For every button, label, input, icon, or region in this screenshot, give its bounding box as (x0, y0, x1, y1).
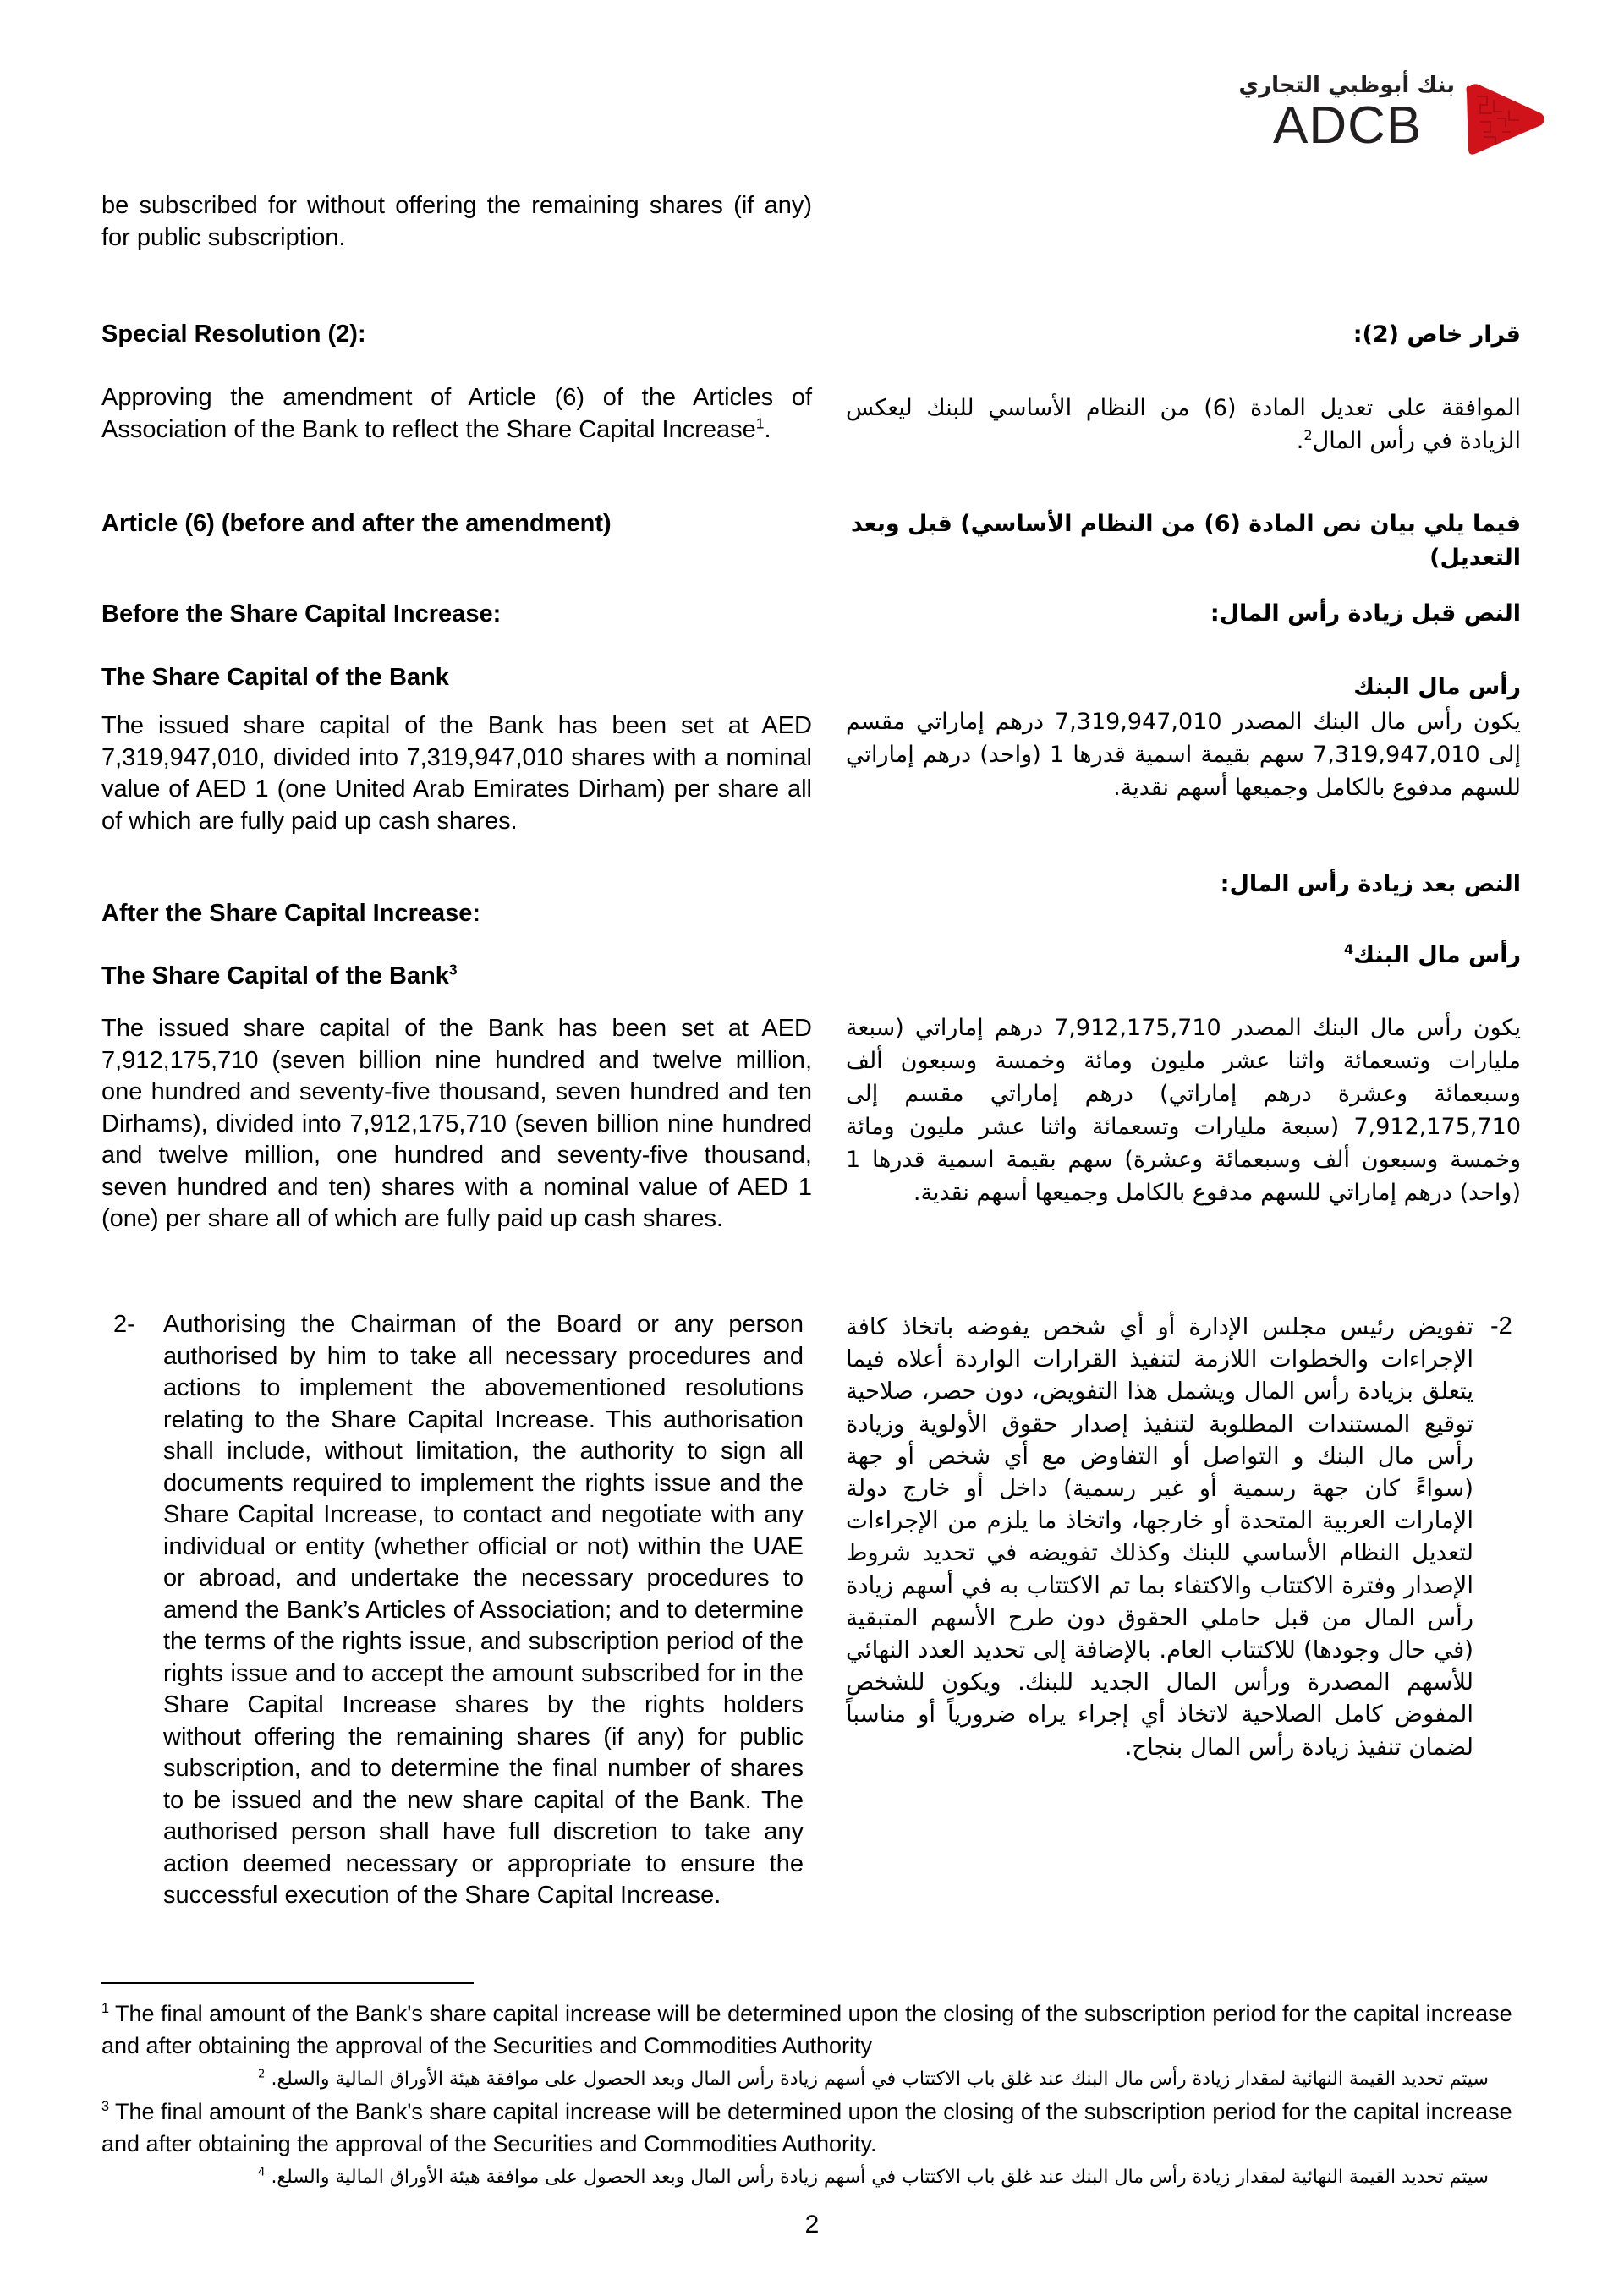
after-subheading-en: The Share Capital of the Bank$^3$ (102, 961, 458, 989)
list-number-ar: -2 (1490, 1312, 1512, 1340)
adcb-logo (1238, 73, 1548, 157)
footnote-3: $^3$ The final amount of the Bank's share capital increase will be determined upon the closing of the subscription period for the capital increase and after obtaining the approval of the Securities and Commodities Authority. (102, 2099, 1512, 2156)
approval-paragraph-en: Approving the amendment of Article (6) of the Articles of Association of the Bank to reflect the Share Capital Increase$^1$. (102, 384, 812, 443)
footnote-4: سيتم تحديد القيمة النهائية لمقدار زيادة رأس مال البنك عند غلق باب الاكتتاب في أسهم زيادة رأس المال وبعد الحصول على موافقة هيئة الأوراق المالية والسلع. $^4$ (258, 2166, 1489, 2188)
special-resolution-title-en: Special Resolution (2): (102, 321, 366, 348)
continuation-paragraph: be subscribed for without offering the remaining shares (if any) for public subscription. (102, 192, 812, 251)
before-text-en: The issued share capital of the Bank has been set at AED 7,319,947,010, divided into 7,319,947,010 shares with a nominal value of AED 1 (one United Arab Emirates Dirham) per share all of which are fully paid up cash shares. (102, 712, 812, 835)
footnote-separator (102, 1982, 474, 1984)
list-number-en: 2- (113, 1311, 135, 1338)
article-6-heading-en: Article (6) (before and after the amendment) (102, 510, 612, 537)
footnote-ref-1[interactable]: 1 (755, 414, 765, 431)
special-resolution-title-ar: قرار خاص (2): (1352, 321, 1521, 348)
logo-arabic-text: بنك أبوظبي التجاري (1238, 73, 1455, 98)
before-heading-ar: النص قبل زيادة رأس المال: (1210, 600, 1521, 627)
footnote-2: سيتم تحديد القيمة النهائية لمقدار زيادة رأس مال البنك عند غلق باب الاكتتاب في أسهم زيادة رأس المال وبعد الحصول على موافقة هيئة الأوراق المالية والسلع. $^2$ (258, 2068, 1489, 2090)
adcb-play-mark-icon (1463, 81, 1548, 157)
after-subheading-ar: رأس مال البنك$^4$ (1344, 941, 1521, 968)
footnote-ref-2[interactable]: 2 (1303, 427, 1313, 443)
after-heading-ar: النص بعد زيادة رأس المال: (1220, 871, 1521, 897)
footnote-ref-3[interactable]: 3 (448, 961, 458, 978)
after-text-en: The issued share capital of the Bank has been set at AED 7,912,175,710 (seven billion nine hundred and twelve million, one hundred and seventy-five thousand, seven hundred and ten Dirhams), divided into 7,912,175,710 (seven billion nine hundred and twelve million, one hundred and seventy-five thousand, seven hundred and ten) shares with a nominal value of AED 1 (one) per share all of which are fully paid up cash shares. (102, 1015, 812, 1232)
before-heading-en: Before the Share Capital Increase: (102, 600, 502, 627)
logo-english-text: ADCB (1273, 96, 1423, 155)
page-number: 2 (804, 2211, 820, 2238)
footnote-1: $^1$ The final amount of the Bank's share capital increase will be determined upon the closing of the subscription period for the capital increase and after obtaining the approval of the Securities and Commodities Authority (102, 2001, 1512, 2058)
after-text-ar: يكون رأس مال البنك المصدر 7,912,175,710 درهم إماراتي (سبعة مليارات وتسعمائة واثنا عشر مليون ومائة وخمسة وسبعون ألف وسبعمائة وعشرة درهم إماراتي) درهم إماراتي مقسم إلى 7,912,175,710 (سبعة مليارات وتسعمائة واثنا عشر مليون ومائة وخمسة وسبعون ألف وسبعمائة وعشرة) سهم بقيمة اسمية قدرها 1 (واحد) درهم إماراتي للسهم مدفوع بالكامل وجميعها أسهم نقدية. (846, 1015, 1521, 1206)
after-heading-en: After the Share Capital Increase: (102, 900, 481, 927)
article-6-heading-ar: فيما يلي بيان نص المادة (6) من النظام الأساسي) قبل وبعد التعديل) (850, 511, 1521, 571)
approval-paragraph-ar: الموافقة على تعديل المادة (6) من النظام الأساسي للبنك ليعكس الزيادة في رأس المال$^2$. (846, 395, 1521, 454)
footnote-ref-4[interactable]: 4 (1344, 941, 1354, 957)
authorisation-paragraph-en: Authorising the Chairman of the Board or any person authorised by him to take all necessary procedures and actions to implement the abovementioned resolutions relating to the Share Capital Increase. This authorisation shall include, without limitation, the authority to sign all documents required to implement the rights issue and the Share Capital Increase, to contact and negotiate with any individual or entity (whether official or not) within the UAE or abroad, and undertake the necessary procedures to amend the Bank’s Articles of Association; and to determine the terms of the rights issue, and subscription period of the rights issue and to accept the amount subscribed for in the Share Capital Increase shares by the rights holders without offering the remaining shares (if any) for public subscription, and to determine the final number of shares to be issued and the new share capital of the Bank. The authorised person shall have full discretion to take any action deemed necessary or appropriate to ensure the successful execution of the Share Capital Increase. (163, 1311, 804, 1909)
before-subheading-en: The Share Capital of the Bank (102, 664, 449, 691)
authorisation-paragraph-ar: تفويض رئيس مجلس الإدارة أو أي شخص يفوضه باتخاذ كافة الإجراءات والخطوات اللازمة لتنفيذ القرارات الواردة أعلاه فيما يتعلق بزيادة رأس المال ويشمل هذا التفويض، دون حصر، صلاحية توقيع المستندات المطلوبة لتنفيذ إصدار حقوق الأولوية وزيادة رأس مال البنك و التواصل أو التفاوض مع أي شخص أو جهة (سواءً كان جهة رسمية أو غير رسمية) داخل أو خارج دولة الإمارات العربية المتحدة أو خارجها، واتخاذ ما يلزم من الإجراءات لتعديل النظام الأساسي للبنك وكذلك تفويضه في تحديد شروط الإصدار وفترة الاكتتاب والاكتفاء بما تم الاكتتاب به في أسهم زيادة رأس المال من قبل حاملي الحقوق دون طرح الأسهم المتبقية (في حال وجودها) للاكتتاب العام. بالإضافة إلى تحديد العدد النهائي للأسهم المصدرة ورأس المال الجديد للبنك. ويكون للشخص المفوض كامل الصلاحية لاتخاذ أي إجراء يراه ضرورياً أو مناسباً لضمان تنفيذ زيادة رأس المال بنجاح. (846, 1313, 1473, 1761)
before-text-ar: يكون رأس مال البنك المصدر 7,319,947,010 درهم إماراتي مقسم إلى 7,319,947,010 سهم بقيمة اسمية قدرها 1 (واحد) درهم إماراتي للسهم مدفوع بالكامل وجميعها أسهم نقدية. (846, 709, 1521, 801)
before-subheading-ar: رأس مال البنك (1353, 674, 1521, 700)
